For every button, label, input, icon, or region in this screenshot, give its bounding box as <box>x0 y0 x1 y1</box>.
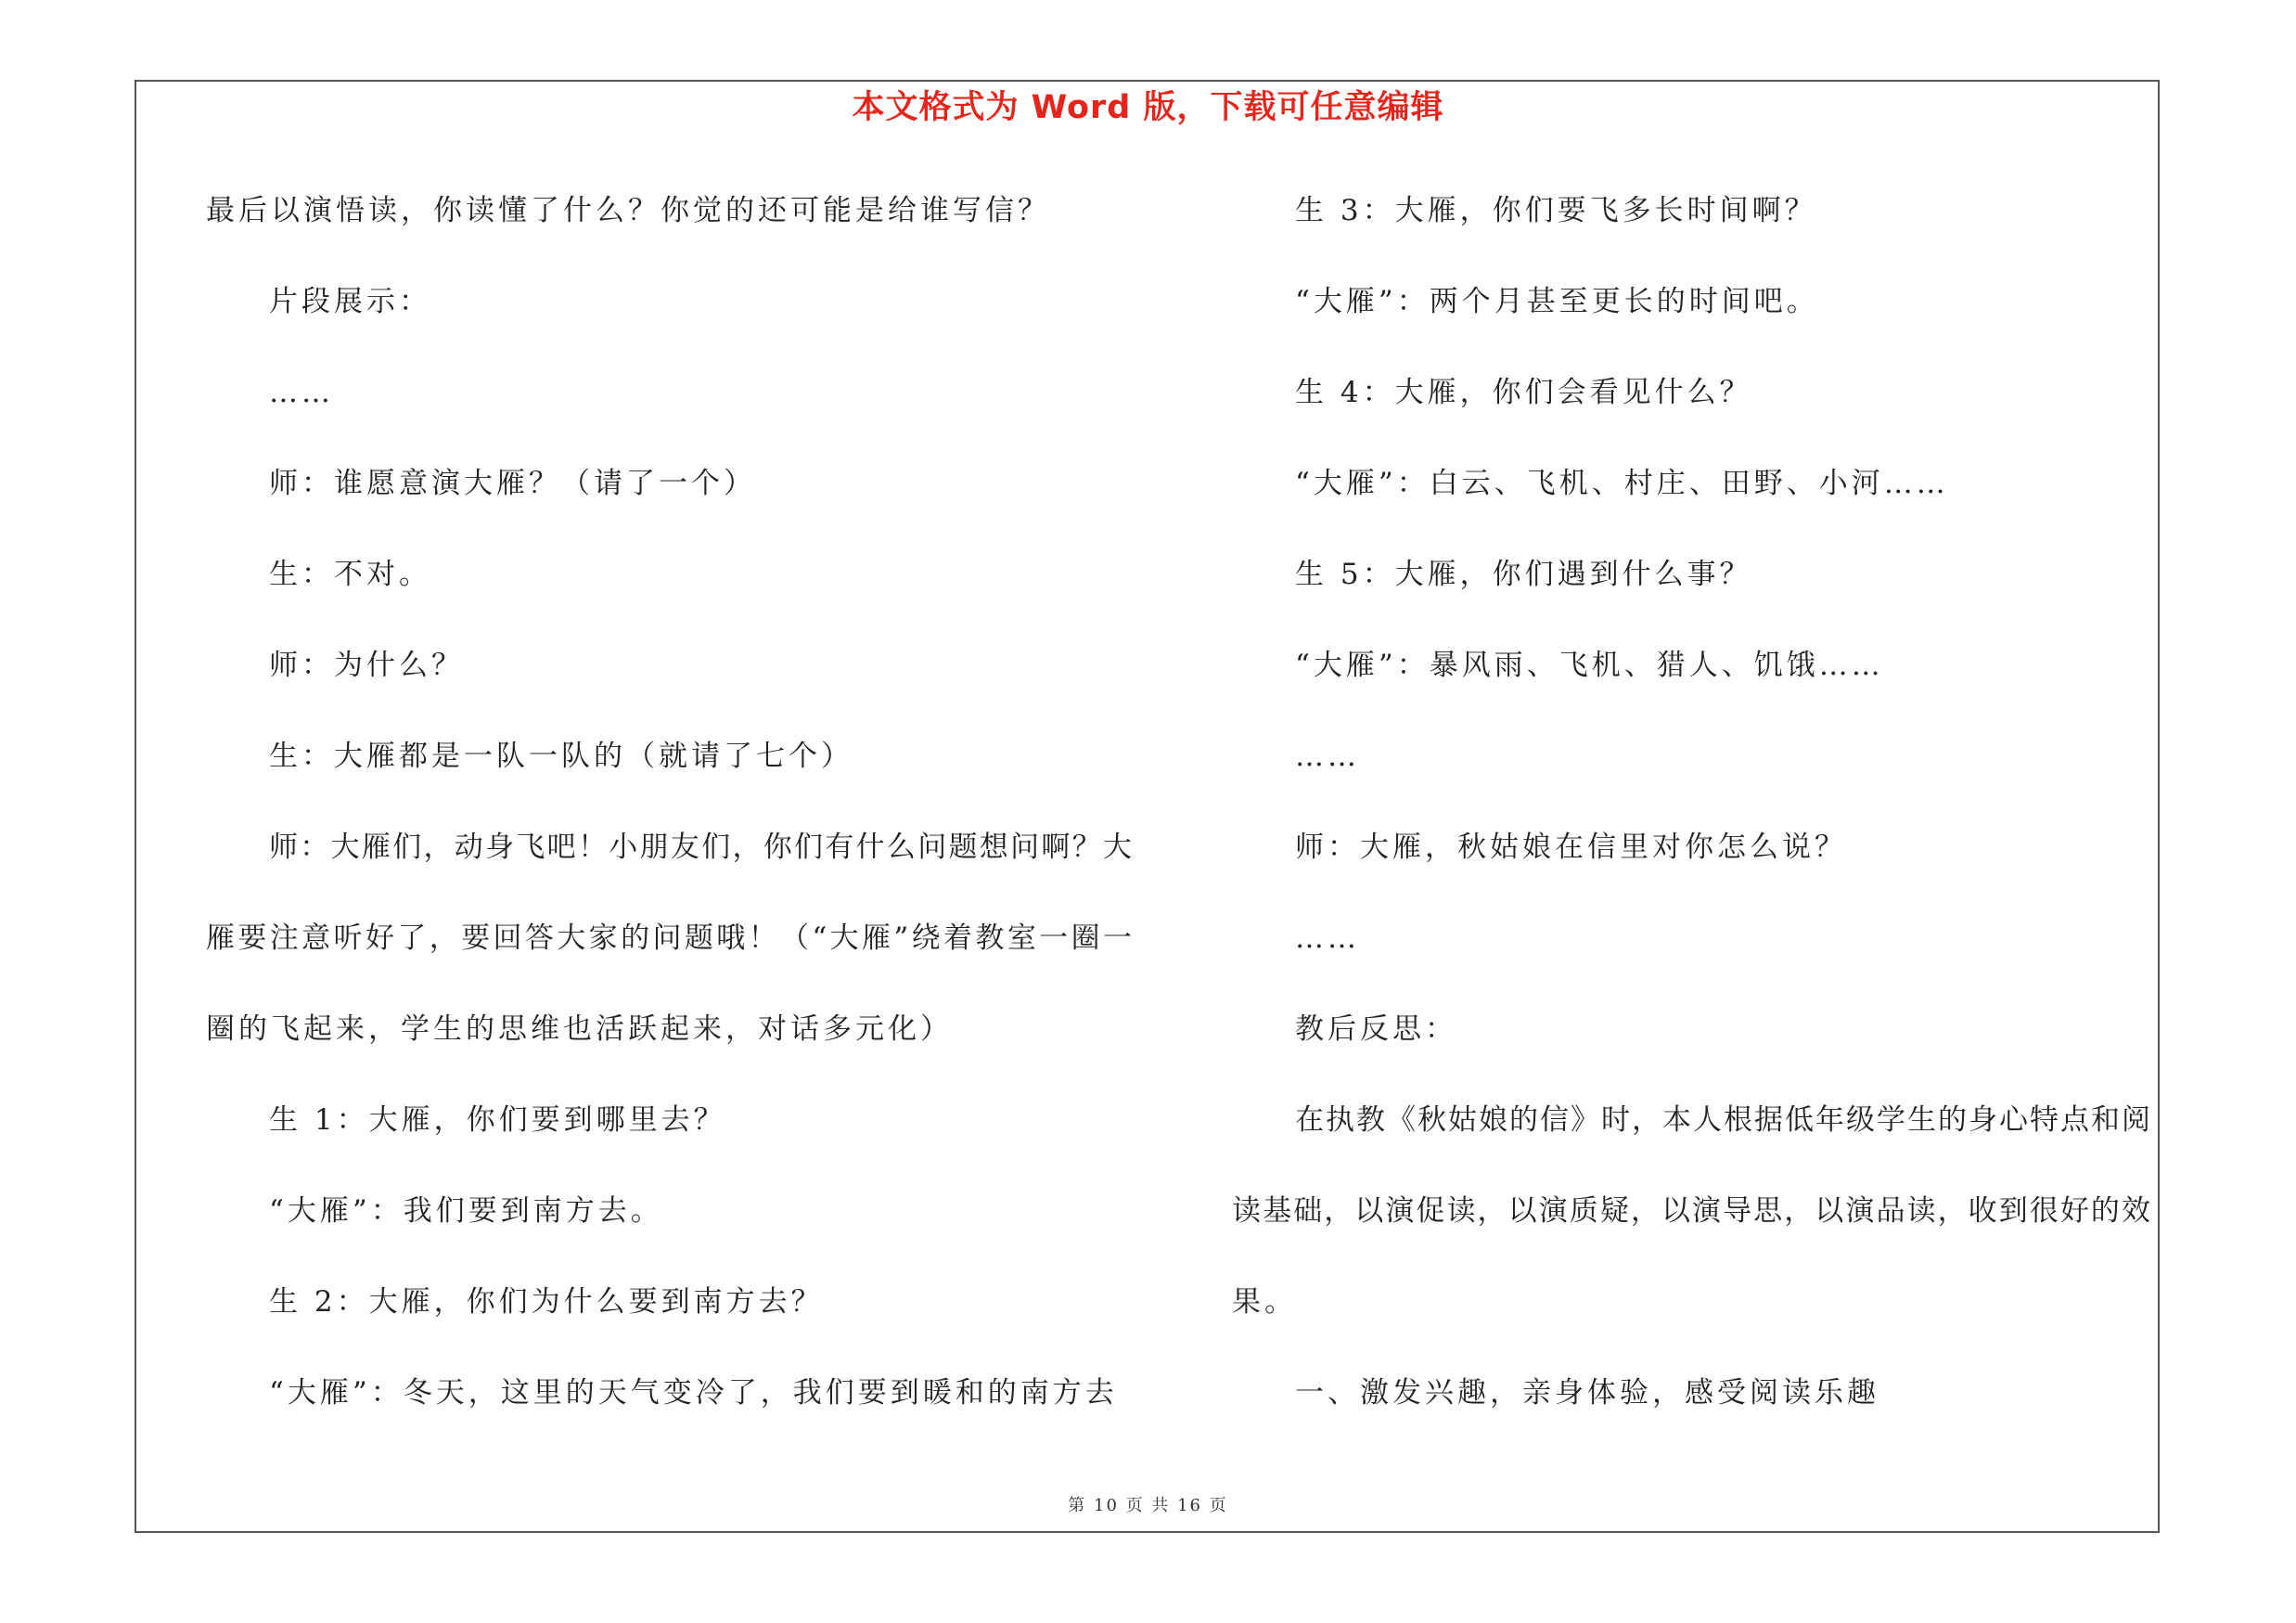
format-banner: 本文格式为 Word 版，下载可任意编辑 <box>852 89 1444 126</box>
text-line: 在执教《秋姑娘的信》时，本人根据低年级学生的身心特点和阅 <box>1295 1103 2152 1137</box>
text-line: “大雁”：暴风雨、飞机、猎人、饥饿…… <box>1295 649 1884 682</box>
text-line: …… <box>269 376 334 409</box>
text-line: 生 2：大雁，你们为什么要到南方去？ <box>269 1285 824 1319</box>
text-line: 果。 <box>1232 1285 1297 1319</box>
text-line: 师：为什么？ <box>269 649 464 682</box>
left-text-column <box>206 186 1134 1459</box>
text-line: 雁要注意听好了，要回答大家的问题哦！（“大雁”绕着教室一圈一 <box>206 921 1134 955</box>
text-line: 生：大雁都是一队一队的（就请了七个） <box>269 740 853 773</box>
text-line: “大雁”：我们要到南方去。 <box>269 1194 663 1228</box>
text-line: 片段展示： <box>269 285 431 318</box>
text-line: …… <box>1295 921 1360 955</box>
text-line: 教后反思： <box>1295 1012 1457 1046</box>
text-line: 生 3：大雁，你们要飞多长时间啊？ <box>1295 194 1817 227</box>
text-line: “大雁”：两个月甚至更长的时间吧。 <box>1295 285 1819 318</box>
text-line: 师：大雁们，动身飞吧！小朋友们，你们有什么问题想问啊？大 <box>269 831 1134 864</box>
text-line: “大雁”：白云、飞机、村庄、田野、小河…… <box>1295 467 1949 500</box>
text-line: 生 1：大雁，你们要到哪里去？ <box>269 1103 726 1137</box>
text-line: “大雁”：冬天，这里的天气变冷了，我们要到暖和的南方去 <box>269 1376 1118 1410</box>
text-line: 读基础，以演促读，以演质疑，以演导思，以演品读，收到很好的效 <box>1232 1194 2152 1228</box>
text-line: 师：大雁，秋姑娘在信里对你怎么说？ <box>1295 831 1847 864</box>
text-line: 生：不对。 <box>269 558 431 591</box>
text-line: 最后以演悟读，你读懂了什么？你觉的还可能是给谁写信？ <box>206 194 1050 227</box>
text-line: 生 5：大雁，你们遇到什么事？ <box>1295 558 1752 591</box>
text-line: …… <box>1295 740 1360 773</box>
right-text-column <box>1232 186 2152 1459</box>
page-number-footer: 第 10 页 共 16 页 <box>1068 1496 1228 1515</box>
text-line: 生 4：大雁，你们会看见什么？ <box>1295 376 1752 409</box>
text-line: 师：谁愿意演大雁？（请了一个） <box>269 467 756 500</box>
text-line: 一、激发兴趣，亲身体验，感受阅读乐趣 <box>1295 1376 1879 1410</box>
text-line: 圈的飞起来，学生的思维也活跃起来，对话多元化） <box>206 1012 953 1046</box>
